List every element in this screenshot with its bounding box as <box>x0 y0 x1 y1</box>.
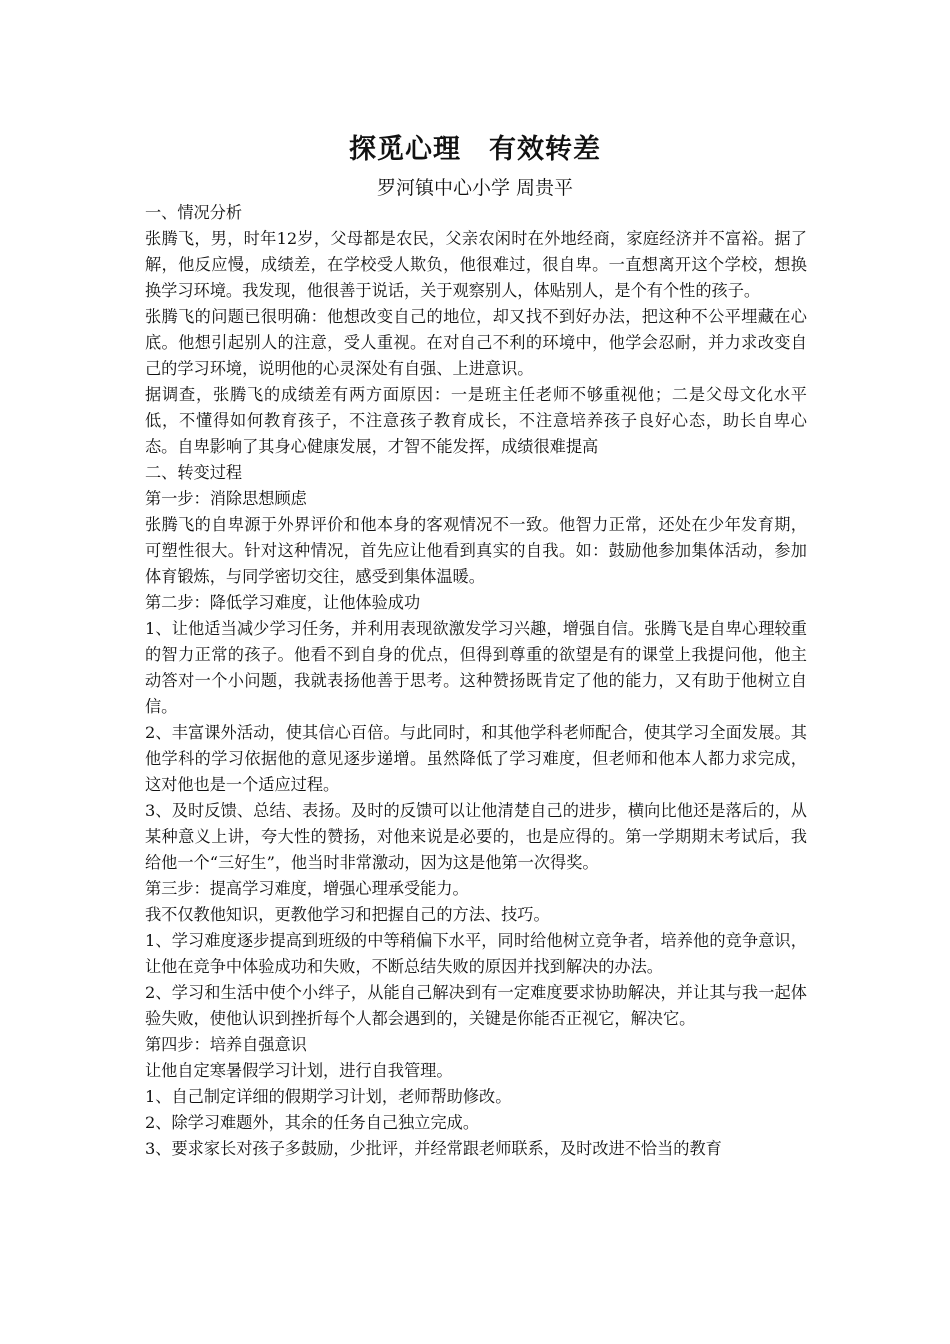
document-author: 罗河镇中心小学 周贵平 <box>376 177 574 199</box>
paragraph: 张腾飞，男，时年12岁，父母都是农民，父亲农闲时在外地经商，家庭经济并不富裕。据了解，他反应慢，成绩差，在学校受人欺负，他很难过，很自卑。一直想离开这个学校，想换换学习环境。我发现，他很善于说话，关于观察别人，体贴别人，是个有个性的孩子。 <box>145 229 807 300</box>
section-heading-process: 二、转变过程 <box>145 463 243 482</box>
paragraph: 张腾飞的问题已很明确：他想改变自己的地位，却又找不到好办法，把这种不公平埋藏在心底。他想引起别人的注意，受人重视。在对自己不利的环境中，他学会忍耐，并力求改变自己的学习环境，说明他的心灵深处有自强、上进意识。 <box>145 307 807 378</box>
paragraph: 让他自定寒暑假学习计划，进行自我管理。 <box>145 1061 453 1080</box>
paragraph: 1、自己制定详细的假期学习计划，老师帮助修改。 <box>145 1087 512 1106</box>
paragraph: 3、要求家长对孩子多鼓励，少批评，并经常跟老师联系，及时改进不恰当的教育 <box>145 1139 722 1158</box>
paragraph: 2、除学习难题外，其余的任务自己独立完成。 <box>145 1113 480 1132</box>
paragraph: 据调查，张腾飞的成绩差有两方面原因：一是班主任老师不够重视他；二是父母文化水平低，不懂得如何教育孩子，不注意孩子教育成长，不注意培养孩子良好心态，助长自卑心态。自卑影响了其身心健康发展，才智不能发挥，成绩很难提高 <box>145 385 807 456</box>
paragraph: 1、让他适当减少学习任务，并利用表现欲激发学习兴趣，增强自信。张腾飞是自卑心理较重的智力正常的孩子。他看不到自身的优点，但得到尊重的欲望是有的课堂上我提问他，他主动答对一个小问题，我就表扬他善于思考。这种赞扬既肯定了他的能力，又有助于他树立自信。 <box>145 619 807 716</box>
step-heading-4: 第四步：培养自强意识 <box>145 1035 307 1054</box>
step-heading-3: 第三步：提高学习难度，增强心理承受能力。 <box>145 879 469 898</box>
paragraph: 张腾飞的自卑源于外界评价和他本身的客观情况不一致。他智力正常，还处在少年发育期，可塑性很大。针对这种情况，首先应让他看到真实的自我。如：鼓励他参加集体活动，参加体育锻炼，与同学密切交往，感受到集体温暖。 <box>145 515 807 586</box>
document-body <box>145 200 807 1162</box>
paragraph: 1、学习难度逐步提高到班级的中等稍偏下水平，同时给他树立竞争者，培养他的竞争意识，让他在竞争中体验成功和失败，不断总结失败的原因并找到解决的办法。 <box>145 931 807 976</box>
paragraph: 2、丰富课外活动，使其信心百倍。与此同时，和其他学科老师配合，使其学习全面发展。其他学科的学习依据他的意见逐步递增。虽然降低了学习难度，但老师和他本人都力求完成，这对他也是一个适应过程。 <box>145 723 807 794</box>
paragraph: 3、及时反馈、总结、表扬。及时的反馈可以让他清楚自己的进步，横向比他还是落后的，从某种意义上讲，夸大性的赞扬，对他来说是必要的，也是应得的。第一学期期末考试后，我给他一个“三好生”，他当时非常激动，因为这是他第一次得奖。 <box>145 801 807 872</box>
document-title: 探觅心理 有效转差 <box>349 134 601 165</box>
paragraph: 我不仅教他知识，更教他学习和把握自己的方法、技巧。 <box>145 905 550 924</box>
step-heading-1: 第一步：消除思想顾虑 <box>145 489 307 508</box>
section-heading-analysis: 一、情况分析 <box>145 203 243 222</box>
step-heading-2: 第二步：降低学习难度，让他体验成功 <box>145 593 421 612</box>
paragraph: 2、学习和生活中使个小绊子，从能自己解决到有一定难度要求协助解决，并让其与我一起体验失败，使他认识到挫折每个人都会遇到的，关键是你能否正视它，解决它。 <box>145 983 807 1028</box>
